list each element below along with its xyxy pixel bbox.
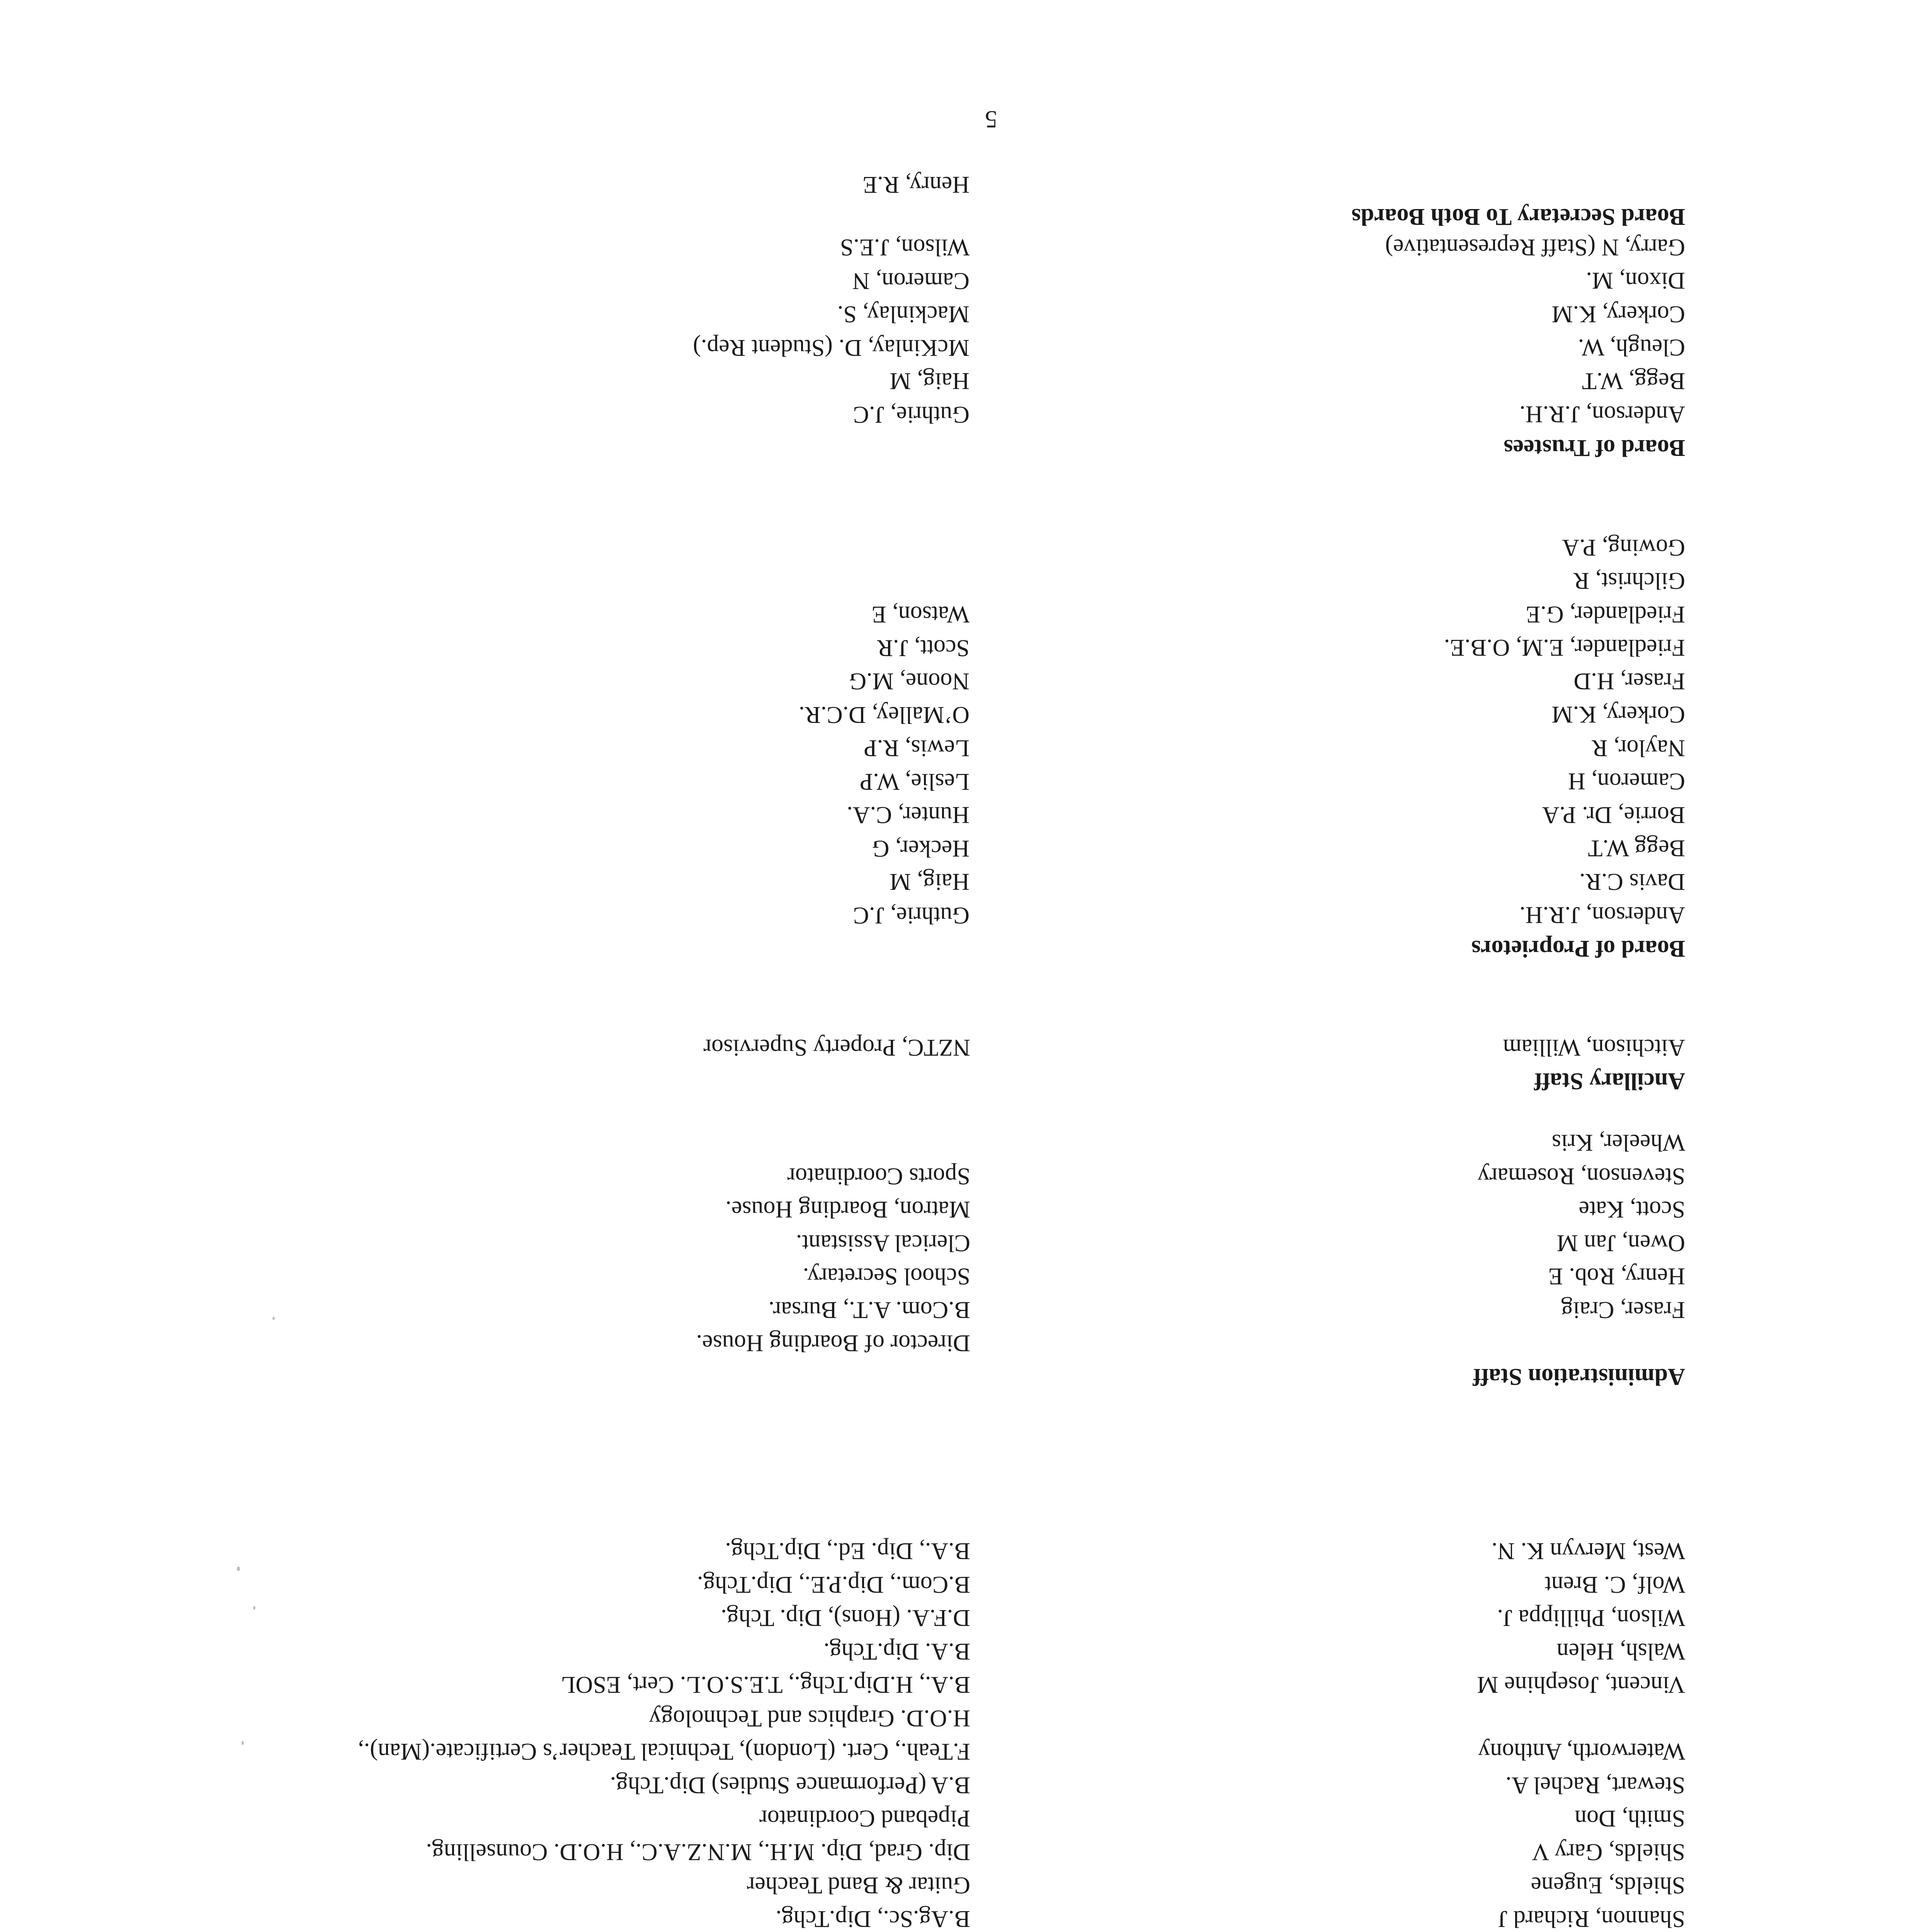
staff-name: Walsh, Helen <box>1556 1638 1685 1665</box>
member-name: Naylor, R <box>1591 735 1685 761</box>
board-secretary-section <box>990 200 1685 234</box>
secretary-name: Henry, R.E <box>862 172 970 198</box>
list-item <box>24 1601 1685 1635</box>
staff-qualifications: F.Teah., Cert. (London), Technical Teacher’s Certificate.(Man)., <box>358 1738 970 1765</box>
staff-name: Owen, Jan M <box>1556 1230 1685 1256</box>
list-item <box>24 1160 1685 1193</box>
member-name: Garry, N (Staff Representative) <box>1385 234 1685 260</box>
list-item <box>24 1835 1685 1869</box>
section-heading: Board of Proprietors <box>1471 935 1685 962</box>
list-item <box>24 1031 1685 1065</box>
member-name: Corkery, K.M <box>1551 701 1685 728</box>
member-name: Davis C.R. <box>1579 869 1685 895</box>
member-list <box>799 598 970 932</box>
list-item <box>24 1260 1685 1293</box>
member-name: Leslie, W.P <box>859 769 970 795</box>
member-name: Cameron, N <box>852 268 970 294</box>
list-item <box>24 1802 1685 1835</box>
staff-qualifications: Guitar & Band Teacher <box>747 1872 970 1899</box>
member-list <box>693 231 970 431</box>
member-name: Scott, J.R <box>877 635 970 661</box>
member-name: O’Malley, D.C.R. <box>799 702 970 728</box>
scan-speck <box>272 1317 275 1320</box>
staff-name: Vincent, Josephine M <box>1477 1672 1685 1698</box>
member-name: Guthrie, J.C <box>853 902 970 929</box>
member-name: Haig, M <box>890 368 970 395</box>
member-name: Watson, E <box>871 601 970 628</box>
section-heading: Ancillary Staff <box>1534 1068 1685 1094</box>
administration-staff-section <box>24 1126 1685 1393</box>
member-name: Friedlander, G.E <box>1526 601 1685 628</box>
staff-qualifications: Clerical Assistant. <box>796 1230 970 1256</box>
member-name: McKinlay, D. (Student Rep.) <box>693 335 970 361</box>
member-name: Noone, M.G <box>849 668 970 695</box>
member-name: Begg, W.T <box>1582 368 1685 394</box>
staff-qualifications: B.Ag.Sc., Dip.Tchg. <box>776 1906 970 1932</box>
list-item <box>24 1902 1685 1932</box>
member-name: Anderson, J.R.H. <box>1519 401 1685 428</box>
list-item <box>24 1769 1685 1802</box>
member-name: Dixon, M. <box>1586 267 1685 294</box>
staff-qualifications: Sports Coordinator <box>787 1163 970 1189</box>
page-number: 5 <box>985 106 997 133</box>
section-heading: Administration Staff <box>1473 1364 1685 1390</box>
teaching-staff-list <box>24 1534 1685 1932</box>
member-name: Corkery, K.M <box>1551 301 1685 327</box>
staff-name: Fraser, Craig <box>1561 1297 1685 1323</box>
section-heading: Board of Trustees <box>1504 435 1685 461</box>
list-item <box>24 1534 1685 1568</box>
list-item <box>24 1327 1685 1360</box>
staff-role: NZTC, Property Supervisor <box>703 1034 970 1061</box>
scan-speck <box>242 1741 244 1745</box>
staff-qualifications: B.Com. A.T., Bursar. <box>768 1297 970 1323</box>
staff-qualifications <box>24 1126 970 1160</box>
list-item <box>24 1568 1685 1602</box>
member-list <box>990 531 1685 932</box>
member-name: Friedlander, E.M, O.B.E. <box>1444 634 1685 661</box>
staff-qualifications: B.A (Performance Studies) Dip.Tchg. <box>610 1772 970 1798</box>
member-name: Haig, M <box>890 869 970 895</box>
list-item <box>24 1635 1685 1668</box>
member-name: Cleugh, W. <box>1578 334 1685 361</box>
member-name: Mackinlay, S. <box>837 301 970 328</box>
list-item <box>24 1226 1685 1260</box>
member-name: Gilchrist, R <box>1573 568 1685 594</box>
ancillary-staff-section <box>24 1031 1685 1098</box>
member-name: Gowing, P.A <box>1562 534 1685 561</box>
member-name: Wilson, J.E.S <box>840 234 970 261</box>
staff-name: Henry, Rob. E <box>1548 1263 1685 1290</box>
member-name: Borrie, Dr. P.A <box>1542 802 1685 828</box>
staff-name: Smith, Don <box>1575 1805 1685 1832</box>
board-of-proprietors-section <box>990 531 1685 966</box>
member-list <box>990 231 1685 431</box>
list-item <box>24 1735 1685 1769</box>
staff-qualifications: Director of Boarding House. <box>696 1330 970 1357</box>
list-item <box>24 1193 1685 1226</box>
staff-qualifications: Dip. Grad, Dip. M.H., M.N.Z.A.C., H.O.D. Counselling. <box>426 1839 970 1865</box>
staff-qualifications: Pipeband Coordinator <box>759 1805 970 1832</box>
staff-name: Scott, Kate <box>1579 1196 1685 1223</box>
list-item <box>24 1702 1685 1735</box>
member-name: Begg W.T <box>1588 835 1685 862</box>
scan-speck <box>237 1566 240 1571</box>
staff-name <box>970 1702 1685 1735</box>
staff-name: Stewart, Rachel A. <box>1505 1772 1685 1798</box>
staff-qualifications: D.F.A. (Hons), Dip. Tchg. <box>721 1605 970 1631</box>
staff-name: Shields, Gary V <box>1532 1839 1685 1865</box>
staff-qualifications: B.A. Dip.Tchg. <box>823 1638 970 1665</box>
staff-qualifications: B.Com., Dip.P.E., Dip.Tchg. <box>697 1571 970 1598</box>
staff-qualifications: H.O.D. Graphics and Technology <box>649 1705 970 1731</box>
staff-name: West, Mervyn K. N. <box>1491 1538 1685 1565</box>
scan-speck <box>253 1606 255 1610</box>
staff-name: Shields, Eugene <box>1531 1872 1685 1899</box>
staff-name: Wheeler, Kris <box>1551 1129 1685 1156</box>
staff-qualifications: Matron, Boarding House. <box>725 1196 970 1223</box>
staff-qualifications: B.A., Dip. Ed., Dip.Tchg. <box>725 1538 970 1565</box>
member-name: Hecker, G <box>872 835 970 862</box>
staff-name <box>970 1327 1685 1360</box>
member-name: Fraser, H.D <box>1573 668 1685 694</box>
list-item <box>24 1869 1685 1902</box>
list-item <box>24 1126 1685 1160</box>
member-name: Cameron, H <box>1568 768 1685 795</box>
member-name: Hunter, C.A. <box>847 802 970 828</box>
staff-name: Aitchison, William <box>1503 1034 1685 1061</box>
staff-name: Wilson, Phillippa J. <box>1497 1605 1685 1631</box>
staff-name: Stevenson, Rosemary <box>1477 1163 1685 1189</box>
staff-name: Waterworth, Anthony <box>1478 1738 1685 1765</box>
administration-staff-list <box>24 1126 1685 1360</box>
list-item <box>24 1668 1685 1702</box>
member-name: Guthrie, J.C <box>853 401 970 428</box>
staff-qualifications: B.A., H.Dip.Tchg., T.E.S.O.L. Cert, ESOL <box>561 1672 970 1698</box>
list-item <box>24 1293 1685 1327</box>
staff-name: Wolf, C. Brent <box>1544 1571 1685 1598</box>
staff-name: Shannon, Richard J <box>1498 1906 1685 1932</box>
board-of-trustees-section <box>990 231 1685 465</box>
section-heading: Board Secretary To Both Boards <box>1351 204 1685 230</box>
member-name: Anderson, J.R.H. <box>1519 902 1685 929</box>
staff-qualifications: School Secretary. <box>803 1263 970 1290</box>
member-name: Lewis, R.P <box>864 735 970 762</box>
